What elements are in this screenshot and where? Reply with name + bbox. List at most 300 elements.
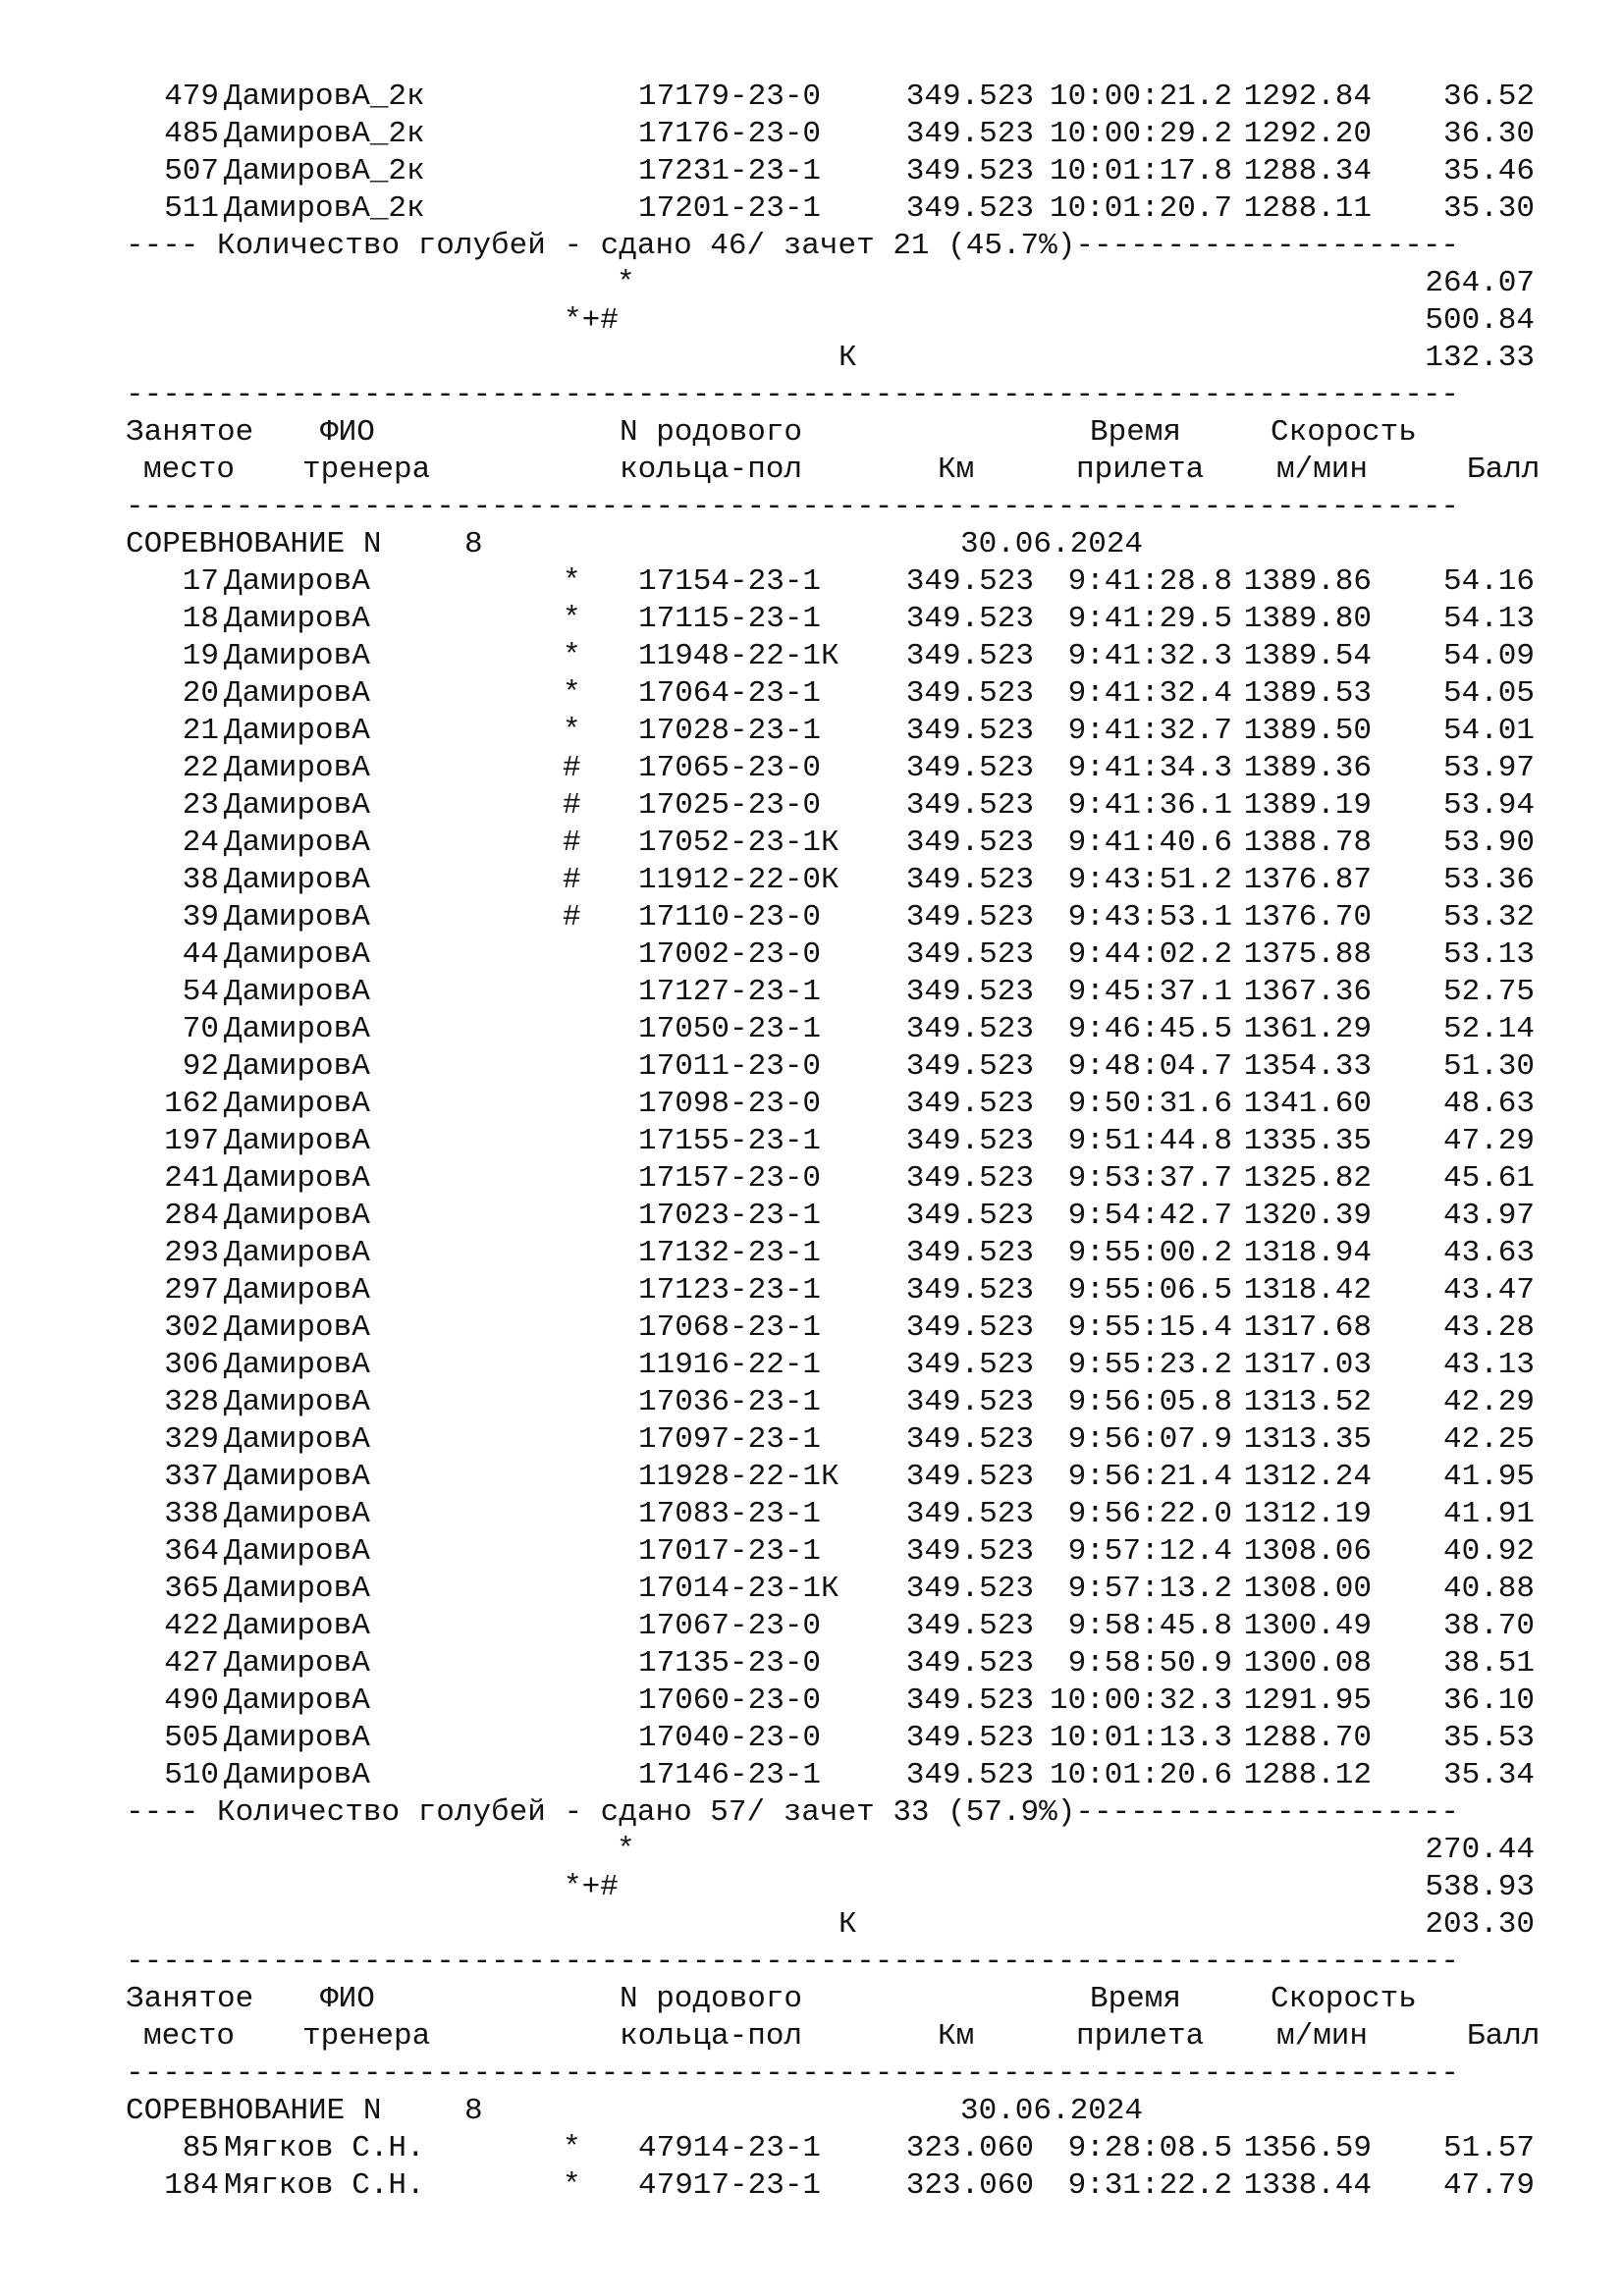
score-cell: 53.90 (1442, 826, 1535, 860)
arrival-time-cell: 9:43:53.1 (1067, 900, 1232, 934)
competition-date: 30.06.2024 (960, 527, 1144, 561)
mark-cell: # (563, 863, 581, 897)
table-row (126, 1571, 1559, 1608)
column-header-2 (126, 452, 1559, 489)
score-cell: 52.75 (1442, 975, 1535, 1009)
summary-combo (126, 1869, 1559, 1906)
ring-number-cell: 11916-22-1 (638, 1348, 822, 1382)
arrival-time-cell: 9:55:15.4 (1067, 1310, 1232, 1345)
distance-cell: 349.523 (905, 900, 1034, 934)
ring-number-cell: 17154-23-1 (638, 564, 822, 599)
col-speed-header-2: м/мин (1276, 2019, 1369, 2054)
arrival-time-cell: 9:28:08.5 (1067, 2131, 1232, 2165)
arrival-time-cell: 9:55:00.2 (1067, 1236, 1232, 1270)
arrival-time-cell: 10:01:20.7 (1049, 191, 1232, 226)
trainer-name-cell: ДамировА_2к (224, 117, 425, 151)
distance-cell: 349.523 (905, 1161, 1034, 1196)
distance-cell: 349.523 (905, 1572, 1034, 1606)
score-cell: 53.97 (1442, 751, 1535, 785)
distance-cell: 349.523 (905, 1721, 1034, 1755)
trainer-name-cell: ДамировА (224, 1199, 370, 1233)
speed-cell: 1308.00 (1243, 1572, 1372, 1606)
speed-cell: 1312.19 (1243, 1497, 1372, 1531)
separator-line (126, 377, 1559, 414)
pigeon-count-summary: ---- Количество голубей - сдано 57/ зачет 33 (57.9%)--------------------- (126, 1795, 1460, 1830)
trainer-name-cell: ДамировА_2к (224, 80, 425, 114)
arrival-time-cell: 9:41:40.6 (1067, 826, 1232, 860)
trainer-name-cell: ДамировА (224, 676, 370, 711)
score-cell: 54.16 (1442, 564, 1535, 599)
separator: ------------------------------------------------------------------------- (126, 378, 1460, 412)
place-cell: 54 (182, 975, 219, 1009)
distance-cell: 349.523 (905, 1497, 1034, 1531)
table-row (126, 1309, 1559, 1347)
arrival-time-cell: 9:41:29.5 (1067, 602, 1232, 636)
trainer-name-cell: ДамировА (224, 1310, 370, 1345)
trainer-name-cell: ДамировА (224, 1348, 370, 1382)
summary-k-value: 132.33 (1425, 341, 1535, 375)
results-document (126, 79, 1559, 2205)
ring-number-cell: 17025-23-0 (638, 788, 822, 823)
separator-line (126, 1944, 1559, 1981)
ring-number-cell: 17179-23-0 (638, 80, 822, 114)
ring-number-cell: 17023-23-1 (638, 1199, 822, 1233)
separator: ------------------------------------------------------------------------- (126, 1945, 1460, 1979)
score-cell: 54.13 (1442, 602, 1535, 636)
col-speed-header-2: м/мин (1276, 453, 1369, 487)
speed-cell: 1376.70 (1243, 900, 1372, 934)
col-speed-header: Скорость (1271, 415, 1417, 450)
ring-number-cell: 17002-23-0 (638, 937, 822, 972)
place-cell: 19 (182, 639, 219, 673)
summary-star (126, 1832, 1559, 1869)
distance-cell: 349.523 (905, 1087, 1034, 1121)
summary-k-label: К (839, 1907, 857, 1942)
arrival-time-cell: 9:55:23.2 (1067, 1348, 1232, 1382)
ring-number-cell: 17110-23-0 (638, 900, 822, 934)
distance-cell: 349.523 (905, 1199, 1034, 1233)
table-row (126, 1235, 1559, 1272)
summary-star-label: * (617, 266, 635, 300)
ring-number-cell: 17115-23-1 (638, 602, 822, 636)
ring-number-cell: 17017-23-1 (638, 1534, 822, 1569)
table-row (126, 1645, 1559, 1682)
place-cell: 365 (164, 1572, 219, 1606)
arrival-time-cell: 9:41:32.7 (1067, 714, 1232, 748)
score-cell: 43.63 (1442, 1236, 1535, 1270)
table-row (126, 1533, 1559, 1571)
table-row (126, 190, 1559, 228)
score-cell: 51.57 (1442, 2131, 1535, 2165)
distance-cell: 349.523 (905, 1049, 1034, 1084)
trainer-name-cell: ДамировА (224, 714, 370, 748)
ring-number-cell: 11928-22-1К (638, 1460, 839, 1494)
distance-cell: 323.060 (905, 2168, 1034, 2203)
speed-cell: 1291.95 (1243, 1683, 1372, 1718)
table-row (126, 713, 1559, 750)
arrival-time-cell: 9:45:37.1 (1067, 975, 1232, 1009)
ring-number-cell: 17060-23-0 (638, 1683, 822, 1718)
speed-cell: 1288.11 (1243, 191, 1372, 226)
summary-star-value: 264.07 (1425, 266, 1535, 300)
arrival-time-cell: 9:58:45.8 (1067, 1609, 1232, 1643)
score-cell: 45.61 (1442, 1161, 1535, 1196)
place-cell: 338 (164, 1497, 219, 1531)
distance-cell: 349.523 (905, 1460, 1034, 1494)
trainer-name-cell: ДамировА (224, 1758, 370, 1792)
summary-combo (126, 302, 1559, 340)
speed-cell: 1300.49 (1243, 1609, 1372, 1643)
place-cell: 92 (182, 1049, 219, 1084)
distance-cell: 349.523 (905, 1012, 1034, 1046)
score-cell: 43.97 (1442, 1199, 1535, 1233)
distance-cell: 349.523 (905, 863, 1034, 897)
place-cell: 293 (164, 1236, 219, 1270)
score-cell: 36.52 (1442, 80, 1535, 114)
table-row (126, 638, 1559, 675)
speed-cell: 1341.60 (1243, 1087, 1372, 1121)
col-time-header-2: прилета (1076, 2019, 1205, 2054)
mark-cell: * (563, 676, 581, 711)
table-row (126, 116, 1559, 153)
trainer-name-cell: ДамировА (224, 826, 370, 860)
place-cell: 490 (164, 1683, 219, 1718)
separator-line (126, 2056, 1559, 2093)
table-row (126, 1011, 1559, 1048)
trainer-name-cell: ДамировА (224, 1236, 370, 1270)
trainer-name-cell: ДамировА (224, 937, 370, 972)
ring-number-cell: 17050-23-1 (638, 1012, 822, 1046)
trainer-name-cell: ДамировА (224, 1646, 370, 1681)
table-row (126, 862, 1559, 899)
speed-cell: 1375.88 (1243, 937, 1372, 972)
place-cell: 70 (182, 1012, 219, 1046)
distance-cell: 349.523 (905, 1534, 1034, 1569)
column-header-1 (126, 1981, 1559, 2018)
score-cell: 43.13 (1442, 1348, 1535, 1382)
col-place-header-2: место (143, 2019, 236, 2054)
distance-cell: 323.060 (905, 2131, 1034, 2165)
arrival-time-cell: 9:58:50.9 (1067, 1646, 1232, 1681)
table-row (126, 1757, 1559, 1794)
trainer-name-cell: ДамировА (224, 1012, 370, 1046)
place-cell: 328 (164, 1385, 219, 1419)
place-cell: 510 (164, 1758, 219, 1792)
score-cell: 41.91 (1442, 1497, 1535, 1531)
speed-cell: 1292.84 (1243, 80, 1372, 114)
summary-combo-value: 500.84 (1425, 303, 1535, 338)
separator: ------------------------------------------------------------------------- (126, 490, 1460, 524)
score-cell: 53.32 (1442, 900, 1535, 934)
table-row (126, 1682, 1559, 1720)
speed-cell: 1376.87 (1243, 863, 1372, 897)
mark-cell: * (563, 2168, 581, 2203)
trainer-name-cell: ДамировА (224, 1534, 370, 1569)
mark-cell: # (563, 900, 581, 934)
trainer-name-cell: ДамировА (224, 1385, 370, 1419)
ring-number-cell: 17011-23-0 (638, 1049, 822, 1084)
table-row (126, 1459, 1559, 1496)
ring-number-cell: 17068-23-1 (638, 1310, 822, 1345)
col-time-header-2: прилета (1076, 453, 1205, 487)
pigeon-count-summary: ---- Количество голубей - сдано 46/ зачет 21 (45.7%)--------------------- (126, 229, 1460, 263)
arrival-time-cell: 9:41:32.3 (1067, 639, 1232, 673)
summary-count (126, 228, 1559, 265)
score-cell: 47.79 (1442, 2168, 1535, 2203)
trainer-name-cell: ДамировА (224, 975, 370, 1009)
trainer-name-cell: ДамировА (224, 1683, 370, 1718)
table-row (126, 1384, 1559, 1421)
place-cell: 184 (164, 2168, 219, 2203)
distance-cell: 349.523 (905, 826, 1034, 860)
mark-cell: * (563, 2131, 581, 2165)
table-row (126, 601, 1559, 638)
summary-star (126, 265, 1559, 302)
distance-cell: 349.523 (905, 117, 1034, 151)
col-ring-header: N родового (620, 415, 803, 450)
place-cell: 505 (164, 1721, 219, 1755)
arrival-time-cell: 9:56:21.4 (1067, 1460, 1232, 1494)
table-row (126, 1086, 1559, 1123)
mark-cell: * (563, 602, 581, 636)
table-row (126, 1347, 1559, 1384)
arrival-time-cell: 9:41:36.1 (1067, 788, 1232, 823)
table-row (126, 750, 1559, 787)
place-cell: 306 (164, 1348, 219, 1382)
score-cell: 52.14 (1442, 1012, 1535, 1046)
col-place-header-2: место (143, 453, 236, 487)
distance-cell: 349.523 (905, 639, 1034, 673)
col-ring-header: N родового (620, 1982, 803, 2016)
col-name-header-2: тренера (302, 2019, 431, 2054)
distance-cell: 349.523 (905, 1310, 1034, 1345)
place-cell: 329 (164, 1422, 219, 1457)
distance-cell: 349.523 (905, 975, 1034, 1009)
place-cell: 22 (182, 751, 219, 785)
col-km-header: Км (938, 453, 975, 487)
table-row (126, 1160, 1559, 1198)
speed-cell: 1389.80 (1243, 602, 1372, 636)
ring-number-cell: 17155-23-1 (638, 1124, 822, 1158)
summary-count (126, 1794, 1559, 1832)
trainer-name-cell: ДамировА (224, 602, 370, 636)
mark-cell: # (563, 826, 581, 860)
place-cell: 507 (164, 154, 219, 188)
summary-star-label: * (617, 1833, 635, 1867)
arrival-time-cell: 10:01:20.6 (1049, 1758, 1232, 1792)
arrival-time-cell: 9:50:31.6 (1067, 1087, 1232, 1121)
col-score-header: Балл (1467, 453, 1541, 487)
arrival-time-cell: 10:00:32.3 (1049, 1683, 1232, 1718)
score-cell: 43.47 (1442, 1273, 1535, 1308)
col-time-header: Время (1090, 1982, 1182, 2016)
distance-cell: 349.523 (905, 1422, 1034, 1457)
column-header-1 (126, 414, 1559, 452)
speed-cell: 1389.54 (1243, 639, 1372, 673)
trainer-name-cell: ДамировА (224, 1087, 370, 1121)
table-row (126, 2130, 1559, 2167)
column-header-2 (126, 2018, 1559, 2056)
ring-number-cell: 17067-23-0 (638, 1609, 822, 1643)
arrival-time-cell: 9:57:12.4 (1067, 1534, 1232, 1569)
score-cell: 35.46 (1442, 154, 1535, 188)
ring-number-cell: 17176-23-0 (638, 117, 822, 151)
speed-cell: 1308.06 (1243, 1534, 1372, 1569)
trainer-name-cell: ДамировА (224, 564, 370, 599)
mark-cell: # (563, 751, 581, 785)
place-cell: 24 (182, 826, 219, 860)
speed-cell: 1389.19 (1243, 788, 1372, 823)
place-cell: 364 (164, 1534, 219, 1569)
ring-number-cell: 17127-23-1 (638, 975, 822, 1009)
trainer-name-cell: ДамировА_2к (224, 191, 425, 226)
distance-cell: 349.523 (905, 1236, 1034, 1270)
speed-cell: 1318.94 (1243, 1236, 1372, 1270)
place-cell: 337 (164, 1460, 219, 1494)
arrival-time-cell: 9:44:02.2 (1067, 937, 1232, 972)
place-cell: 44 (182, 937, 219, 972)
summary-k (126, 1906, 1559, 1944)
place-cell: 20 (182, 676, 219, 711)
trainer-name-cell: ДамировА (224, 1572, 370, 1606)
col-ring-header-2: кольца-пол (620, 453, 803, 487)
score-cell: 54.09 (1442, 639, 1535, 673)
speed-cell: 1367.36 (1243, 975, 1372, 1009)
arrival-time-cell: 9:56:22.0 (1067, 1497, 1232, 1531)
col-name-header: ФИО (320, 1982, 375, 2016)
speed-cell: 1389.53 (1243, 676, 1372, 711)
competition-title (126, 526, 1559, 563)
distance-cell: 349.523 (905, 80, 1034, 114)
table-row (126, 1608, 1559, 1645)
distance-cell: 349.523 (905, 564, 1034, 599)
score-cell: 42.29 (1442, 1385, 1535, 1419)
arrival-time-cell: 9:41:32.4 (1067, 676, 1232, 711)
place-cell: 422 (164, 1609, 219, 1643)
score-cell: 40.88 (1442, 1572, 1535, 1606)
arrival-time-cell: 9:51:44.8 (1067, 1124, 1232, 1158)
distance-cell: 349.523 (905, 1646, 1034, 1681)
arrival-time-cell: 9:31:22.2 (1067, 2168, 1232, 2203)
competition-date: 30.06.2024 (960, 2094, 1144, 2128)
speed-cell: 1288.12 (1243, 1758, 1372, 1792)
mark-cell: * (563, 564, 581, 599)
ring-number-cell: 17065-23-0 (638, 751, 822, 785)
table-row (126, 675, 1559, 713)
speed-cell: 1318.42 (1243, 1273, 1372, 1308)
place-cell: 302 (164, 1310, 219, 1345)
col-speed-header: Скорость (1271, 1982, 1417, 2016)
table-row (126, 825, 1559, 862)
distance-cell: 349.523 (905, 1683, 1034, 1718)
ring-number-cell: 17083-23-1 (638, 1497, 822, 1531)
ring-number-cell: 11948-22-1К (638, 639, 839, 673)
col-score-header: Балл (1467, 2019, 1541, 2054)
score-cell: 54.01 (1442, 714, 1535, 748)
col-place-header: Занятое (126, 1982, 254, 2016)
score-cell: 38.70 (1442, 1609, 1535, 1643)
score-cell: 51.30 (1442, 1049, 1535, 1084)
speed-cell: 1361.29 (1243, 1012, 1372, 1046)
trainer-name-cell: ДамировА (224, 1161, 370, 1196)
speed-cell: 1325.82 (1243, 1161, 1372, 1196)
speed-cell: 1288.34 (1243, 154, 1372, 188)
table-row (126, 1123, 1559, 1160)
trainer-name-cell: ДамировА (224, 1049, 370, 1084)
trainer-name-cell: ДамировА (224, 863, 370, 897)
speed-cell: 1320.39 (1243, 1199, 1372, 1233)
speed-cell: 1389.50 (1243, 714, 1372, 748)
speed-cell: 1388.78 (1243, 826, 1372, 860)
ring-number-cell: 17036-23-1 (638, 1385, 822, 1419)
trainer-name-cell: ДамировА (224, 1124, 370, 1158)
score-cell: 36.30 (1442, 117, 1535, 151)
ring-number-cell: 17040-23-0 (638, 1721, 822, 1755)
ring-number-cell: 17064-23-1 (638, 676, 822, 711)
arrival-time-cell: 9:57:13.2 (1067, 1572, 1232, 1606)
place-cell: 39 (182, 900, 219, 934)
competition-label: СОРЕВНОВАНИЕ N (126, 527, 382, 561)
summary-k (126, 340, 1559, 377)
table-row (126, 2167, 1559, 2205)
score-cell: 35.53 (1442, 1721, 1535, 1755)
place-cell: 85 (182, 2131, 219, 2165)
arrival-time-cell: 9:53:37.7 (1067, 1161, 1232, 1196)
trainer-name-cell: ДамировА (224, 1497, 370, 1531)
distance-cell: 349.523 (905, 937, 1034, 972)
table-row (126, 1496, 1559, 1533)
trainer-name-cell: ДамировА_2к (224, 154, 425, 188)
speed-cell: 1338.44 (1243, 2168, 1372, 2203)
arrival-time-cell: 10:00:21.2 (1049, 80, 1232, 114)
ring-number-cell: 17132-23-1 (638, 1236, 822, 1270)
col-ring-header-2: кольца-пол (620, 2019, 803, 2054)
score-cell: 38.51 (1442, 1646, 1535, 1681)
distance-cell: 349.523 (905, 788, 1034, 823)
mark-cell: * (563, 639, 581, 673)
trainer-name-cell: ДамировА (224, 639, 370, 673)
summary-k-value: 203.30 (1425, 1907, 1535, 1942)
speed-cell: 1312.24 (1243, 1460, 1372, 1494)
place-cell: 485 (164, 117, 219, 151)
place-cell: 21 (182, 714, 219, 748)
ring-number-cell: 17157-23-0 (638, 1161, 822, 1196)
score-cell: 53.13 (1442, 937, 1535, 972)
competition-number: 8 (464, 2094, 483, 2128)
summary-k-label: К (839, 341, 857, 375)
table-row (126, 936, 1559, 974)
speed-cell: 1317.68 (1243, 1310, 1372, 1345)
arrival-time-cell: 10:01:13.3 (1049, 1721, 1232, 1755)
summary-combo-label: *+# (564, 303, 619, 338)
col-time-header: Время (1090, 415, 1182, 450)
place-cell: 197 (164, 1124, 219, 1158)
trainer-name-cell: ДамировА (224, 1460, 370, 1494)
arrival-time-cell: 9:46:45.5 (1067, 1012, 1232, 1046)
distance-cell: 349.523 (905, 676, 1034, 711)
distance-cell: 349.523 (905, 1273, 1034, 1308)
place-cell: 427 (164, 1646, 219, 1681)
mark-cell: * (563, 714, 581, 748)
col-name-header: ФИО (320, 415, 375, 450)
arrival-time-cell: 9:41:34.3 (1067, 751, 1232, 785)
trainer-name-cell: Мягков С.Н. (224, 2131, 425, 2165)
place-cell: 38 (182, 863, 219, 897)
place-cell: 241 (164, 1161, 219, 1196)
distance-cell: 349.523 (905, 1124, 1034, 1158)
table-row (126, 1048, 1559, 1086)
ring-number-cell: 17052-23-1К (638, 826, 839, 860)
